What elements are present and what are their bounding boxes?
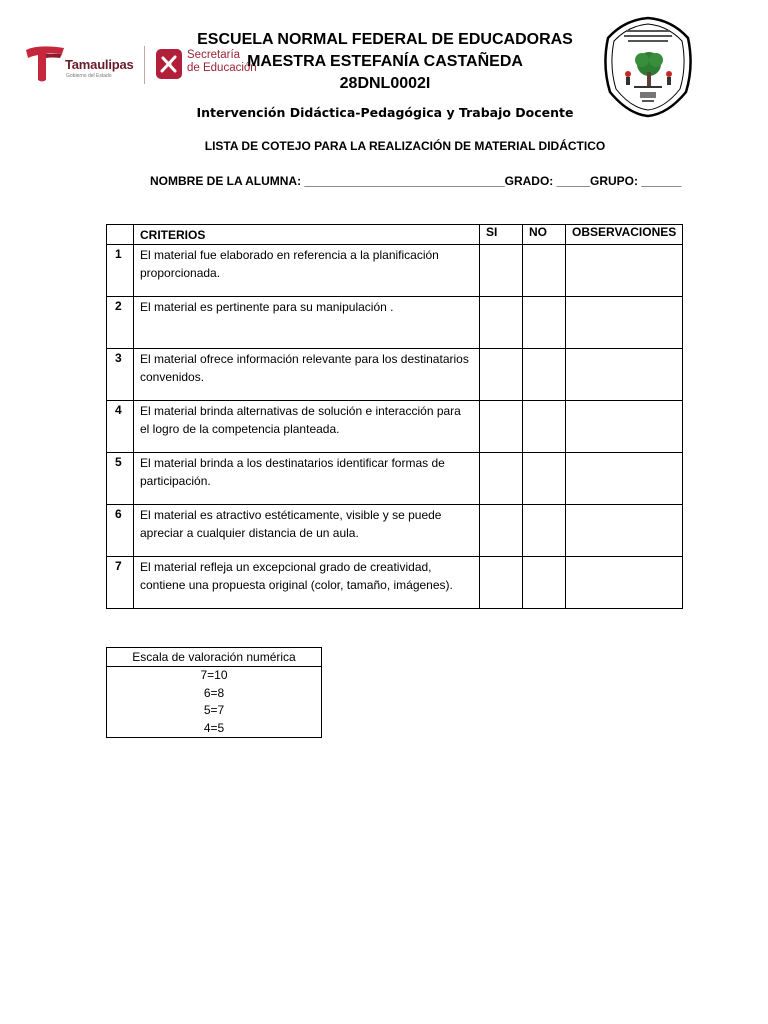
- checklist-title: LISTA DE COTEJO PARA LA REALIZACIÓN DE MATERIAL DIDÁCTICO: [204, 139, 606, 153]
- table-row: [107, 557, 683, 609]
- header-criterios: CRITERIOS: [134, 225, 480, 245]
- observaciones-cell[interactable]: [566, 505, 683, 557]
- tamaulipas-subtitle: Gobierno del Estado: [66, 73, 112, 79]
- si-cell[interactable]: [480, 557, 523, 609]
- course-subtitle: Intervención Didáctica-Pedagógica y Trabajo Docente: [196, 105, 574, 120]
- table-row: [107, 297, 683, 349]
- si-cell[interactable]: [480, 245, 523, 297]
- observaciones-cell[interactable]: [566, 349, 683, 401]
- scale-table: [106, 647, 322, 738]
- observaciones-cell[interactable]: [566, 297, 683, 349]
- scale-value: 7=10: [200, 668, 228, 682]
- educacion-label: de Educación: [187, 62, 257, 74]
- row-number: 4: [107, 401, 134, 453]
- si-cell[interactable]: [480, 453, 523, 505]
- header-num: [107, 225, 134, 245]
- row-number: 7: [107, 557, 134, 609]
- criterion-text: El material brinda alternativas de solución e interacción para el logro de la competencia planteada.: [134, 401, 480, 453]
- si-cell[interactable]: [480, 505, 523, 557]
- observaciones-cell[interactable]: [566, 245, 683, 297]
- si-cell[interactable]: [480, 349, 523, 401]
- row-number: 5: [107, 453, 134, 505]
- no-cell[interactable]: [523, 349, 566, 401]
- observaciones-cell[interactable]: [566, 401, 683, 453]
- row-number: 2: [107, 297, 134, 349]
- school-seal-icon: [602, 16, 694, 118]
- school-name: ESCUELA NORMAL FEDERAL DE EDUCADORAS: [197, 31, 573, 48]
- criterion-text: El material ofrece información relevante para los destinatarios convenidos.: [134, 349, 480, 401]
- no-cell[interactable]: [523, 505, 566, 557]
- scale-value: 5=7: [203, 703, 225, 717]
- school-patron: MAESTRA ESTEFANÍA CASTAÑEDA: [247, 53, 523, 70]
- si-cell[interactable]: [480, 297, 523, 349]
- no-cell[interactable]: [523, 245, 566, 297]
- school-code: 28DNL0002I: [339, 75, 431, 92]
- header-si: SI: [480, 225, 523, 245]
- tamaulipas-logo: [24, 44, 136, 84]
- row-number: 1: [107, 245, 134, 297]
- row-number: 3: [107, 349, 134, 401]
- tamaulipas-name: Tamaulipas: [65, 57, 134, 72]
- scale-value: 6=8: [203, 685, 225, 700]
- criterion-text: El material fue elaborado en referencia a la planificación proporcionada.: [134, 245, 480, 297]
- secretaria-label: Secretaría: [187, 49, 241, 61]
- table-row: [107, 401, 683, 453]
- criterion-text: El material brinda a los destinatarios identificar formas de participación.: [134, 453, 480, 505]
- logo-divider: [144, 46, 145, 84]
- si-cell[interactable]: [480, 401, 523, 453]
- no-cell[interactable]: [523, 297, 566, 349]
- header-no: NO: [523, 225, 566, 245]
- no-cell[interactable]: [523, 453, 566, 505]
- criterion-text: El material es pertinente para su manipulación .: [134, 297, 480, 349]
- table-row: [107, 453, 683, 505]
- observaciones-cell[interactable]: [566, 557, 683, 609]
- criterion-text: El material refleja un excepcional grado de creatividad, contiene una propuesta original (color, tamaño, imágenes).: [134, 557, 480, 609]
- row-number: 6: [107, 505, 134, 557]
- no-cell[interactable]: [523, 557, 566, 609]
- table-row: [107, 505, 683, 557]
- scale-title: Escala de valoración numérica: [107, 648, 321, 667]
- criteria-table: [106, 224, 683, 609]
- observaciones-cell[interactable]: [566, 453, 683, 505]
- scale-value: 4=5: [203, 720, 225, 735]
- no-cell[interactable]: [523, 401, 566, 453]
- student-info-line: NOMBRE DE LA ALUMNA: ______________________________GRADO: _____GRUPO: ______: [150, 174, 682, 188]
- table-row: [107, 349, 683, 401]
- table-row: [107, 245, 683, 297]
- criteria-header-row: [107, 225, 683, 245]
- tamaulipas-t-icon: [24, 44, 68, 84]
- criterion-text: El material es atractivo estéticamente, visible y se puede apreciar a cualquier distancia de un aula.: [134, 505, 480, 557]
- header-observaciones: OBSERVACIONES: [566, 225, 683, 245]
